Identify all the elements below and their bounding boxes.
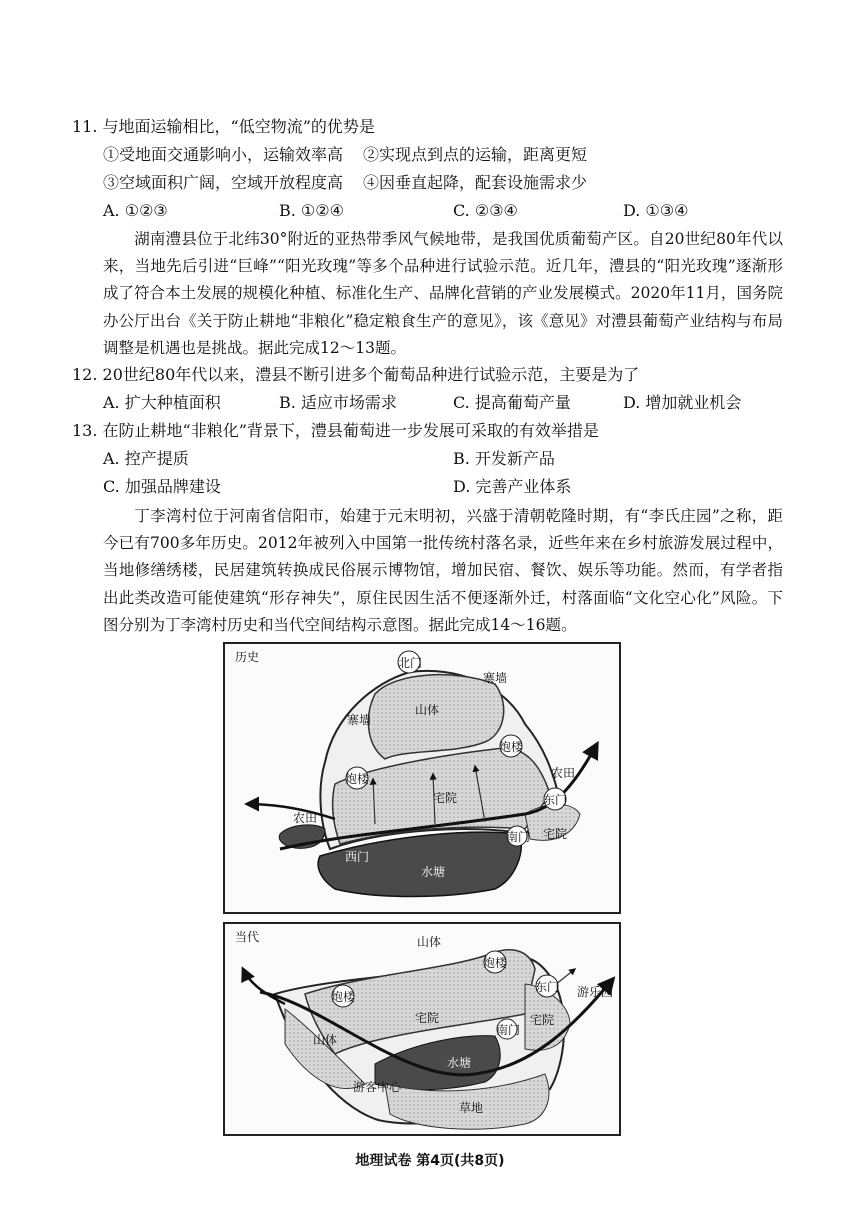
passage-lixian-text: 湖南澧县位于北纬30°附近的亚热带季风气候地带，是我国优质葡萄产区。自20世纪80年代以来，当地先后引进“巨峰”“阳光玫瑰”等多个品种进行试验示范。近几年，澧县的“阳光玫瑰”逐渐形成了符合本土发展的规模化种植、标准化生产、品牌化营销的产业发展模式。2020年11月，国务院办公厅出台《关于防止耕地“非粮化”稳定粮食生产的意见》，该《意见》对澧县葡萄产业结构与布局调整是机遇也是挑战。据此完成12～13题。: [103, 230, 783, 357]
q11-choice-c: C. ②③④: [453, 201, 518, 220]
passage-lixian-grapes: [103, 226, 783, 362]
q11-choice-b: B. ①②④: [279, 201, 344, 220]
q13-choice-d: D. 完善产业体系: [453, 477, 572, 496]
label-houses-2: 宅院: [543, 827, 568, 841]
label-tower-2-modern: 炮楼: [331, 990, 356, 1004]
passage-dingliwan-text: 丁李湾村位于河南省信阳市，始建于元末明初，兴盛于清朝乾隆时期，有“李氏庄园”之称，距今已有700多年历史。2012年被列入中国第一批传统村落名录，近些年来在乡村旅游发展过程中，当地修缮绣楼，民居建筑转换成民俗展示博物馆，增加民宿、餐饮、娱乐等功能。然而，有学者指出此类改造可能使建筑“形存神失”，原住民因生活不便逐渐外迁，村落面临“文化空心化”风险。下图分别为丁李湾村历史和当代空间结构示意图。据此完成14～16题。: [103, 507, 783, 634]
label-east-gate-modern: 东门: [535, 980, 560, 994]
label-grass: 草地: [459, 1101, 484, 1115]
q12-stem: 12. 20世纪80年代以来，澧县不断引进多个葡萄品种进行试验示范，主要是为了: [72, 365, 640, 384]
q13-choice-c: C. 加强品牌建设: [103, 477, 221, 496]
map-history: [223, 642, 621, 914]
label-south-gate: 南门: [506, 830, 531, 844]
passage-dingliwan: [103, 503, 783, 639]
label-north-gate: 北门: [398, 656, 423, 670]
label-farmland-1: 农田: [551, 766, 576, 780]
label-houses-1: 宅院: [433, 791, 458, 805]
label-east-gate: 东门: [543, 793, 568, 807]
map-history-title: 历史: [235, 650, 260, 664]
q12-choice-d: D. 增加就业机会: [623, 393, 742, 412]
label-pond-modern: 水塘: [447, 1056, 472, 1070]
page-footer: 地理试卷 第4页(共8页): [355, 1153, 505, 1169]
q11-option-1: ①受地面交通影响小，运输效率高: [103, 145, 344, 164]
label-tower-1: 炮楼: [499, 740, 524, 754]
map-history-diagram: [225, 644, 619, 912]
label-tower-1-modern: 炮楼: [483, 956, 508, 970]
q13-stem: 13. 在防止耕地“非粮化”背景下，澧县葡萄进一步发展可采取的有效举措是: [72, 421, 599, 440]
q11-option-2: ②实现点到点的运输，距离更短: [363, 145, 588, 164]
label-houses-1-modern: 宅院: [415, 1011, 440, 1025]
q12-choice-c: C. 提高葡萄产量: [453, 393, 571, 412]
q12-choice-a: A. 扩大种植面积: [103, 393, 221, 412]
label-wall-1: 寨墙: [483, 671, 508, 685]
label-mountain-2: 山体: [313, 1033, 338, 1047]
label-amusement-park: 游乐园: [577, 985, 614, 999]
label-south-gate-modern: 南门: [496, 1023, 521, 1037]
label-tower-2: 炮楼: [345, 772, 370, 786]
q11-choice-d: D. ①③④: [623, 201, 689, 220]
label-pond: 水塘: [421, 865, 446, 879]
q11-option-3: ③空域面积广阔，空域开放程度高: [103, 173, 344, 192]
map-modern-diagram: [225, 924, 619, 1134]
q13-choice-b: B. 开发新产品: [453, 449, 555, 468]
label-wall-2: 寨墙: [347, 713, 372, 727]
q11-option-4: ④因垂直起降，配套设施需求少: [363, 173, 588, 192]
map-modern: [223, 922, 621, 1136]
map-modern-title: 当代: [235, 930, 260, 944]
q13-choice-a: A. 控产提质: [103, 449, 189, 468]
label-mountain: 山体: [415, 703, 440, 717]
label-visitor-center: 游客中心: [353, 1080, 402, 1094]
label-houses-2-modern: 宅院: [530, 1013, 555, 1027]
q11-choice-a: A. ①②③: [103, 201, 168, 220]
q11-stem: 11. 与地面运输相比，“低空物流”的优势是: [72, 117, 375, 136]
label-farmland-2: 农田: [293, 811, 318, 825]
label-west-gate: 西门: [345, 850, 370, 864]
label-mountain-1: 山体: [417, 935, 442, 949]
q12-choice-b: B. 适应市场需求: [279, 393, 397, 412]
